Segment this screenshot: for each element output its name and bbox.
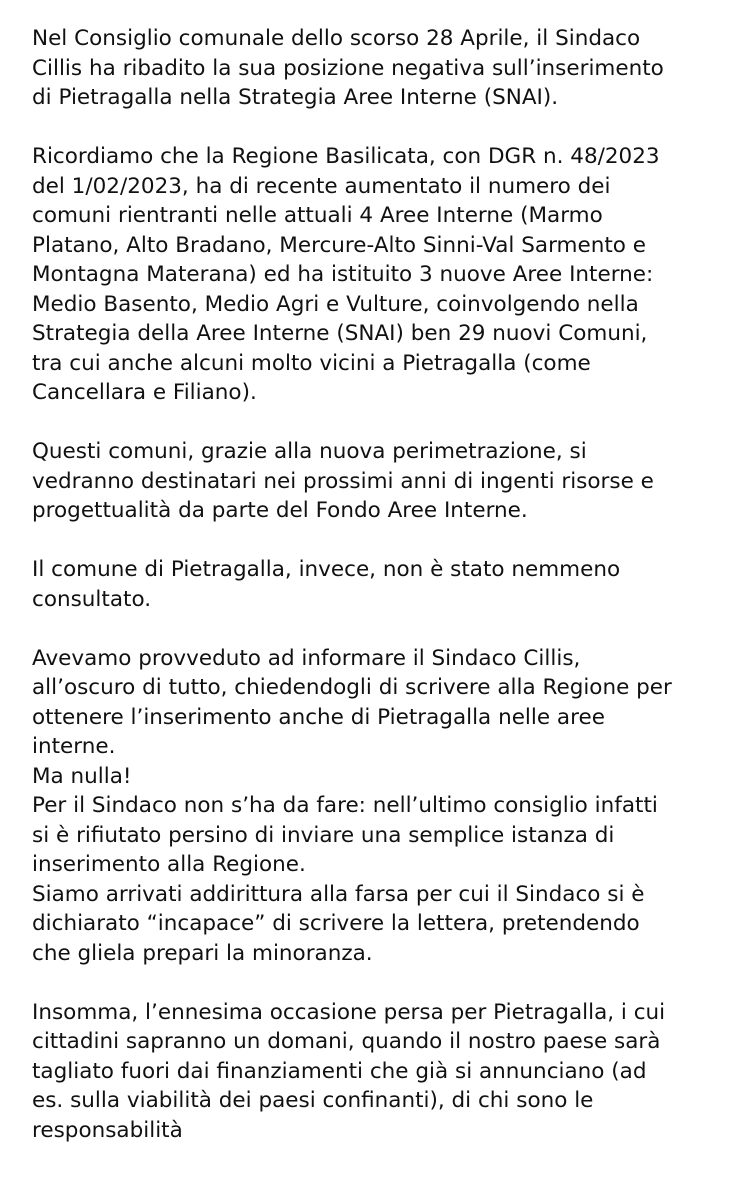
paragraph-farce: Siamo arrivati addirittura alla farsa per cui il Sindaco si è dichiarato “incapace” di scrivere la lettera, pretendendo che gliela prepari la minoranza. xyxy=(32,881,645,966)
paragraph-nothing: Ma nulla! xyxy=(32,763,132,789)
paragraph-spacer xyxy=(32,526,722,556)
paragraph-regional-decree: Ricordiamo che la Regione Basilicata, con DGR n. 48/2023 del 1/02/2023, ha di recente aumentato il numero dei comuni rientranti nelle attuali 4 Aree Interne (Marmo Platano, Alto Bradano, Mercure-Alto Sinni-Val Sarmento e Montagna Materana) ed ha istituito 3 nuove Aree Interne: Medio Basento, Medio Agri e Vulture, coinvolgendo nella Strategia della Aree Interne (SNAI) ben 29 nuovi Comuni, tra cui anche alcuni molto vicini a Pietragalla (come Cancellara e Filiano). xyxy=(32,144,660,405)
paragraph-not-consulted: Il comune di Pietragalla, invece, non è stato nemmeno consultato. xyxy=(32,557,621,612)
paragraph-refused-request: Per il Sindaco non s’ha da fare: nell’ultimo consiglio infatti si è rifiutato persino di inviare una semplice istanza di inserimento alla Regione. xyxy=(32,793,658,877)
paragraph-spacer xyxy=(32,408,722,438)
note-text xyxy=(32,24,722,1145)
paragraph-new-resources: Questi comuni, grazie alla nuova perimetrazione, si vedranno destinatari nei prossimi anni di ingenti risorse e progettualità da parte del Fondo Aree Interne. xyxy=(32,439,654,523)
paragraph-spacer xyxy=(32,113,722,143)
paragraph-spacer xyxy=(32,968,722,998)
paragraph-spacer xyxy=(32,614,722,644)
paragraph-conclusion: Insomma, l’ennesima occasione persa per Pietragalla, i cui cittadini sapranno un domani, quando il nostro paese sarà tagliato fuori dai finanziamenti che già si annunciano (ad es. sulla viabilità dei paesi confinanti), di chi sono le responsabilità xyxy=(32,999,666,1143)
paragraph-informed-mayor: Avevamo provveduto ad informare il Sindaco Cillis, all’oscuro di tutto, chiedendogli di scrivere alla Regione per ottenere l’inserimento anche di Pietragalla nelle aree interne. xyxy=(32,645,672,759)
paragraph-council-meeting: Nel Consiglio comunale dello scorso 28 Aprile, il Sindaco Cillis ha ribadito la sua posizione negativa sull’inserimento di Pietragalla nella Strategia Aree Interne (SNAI). xyxy=(32,26,664,110)
